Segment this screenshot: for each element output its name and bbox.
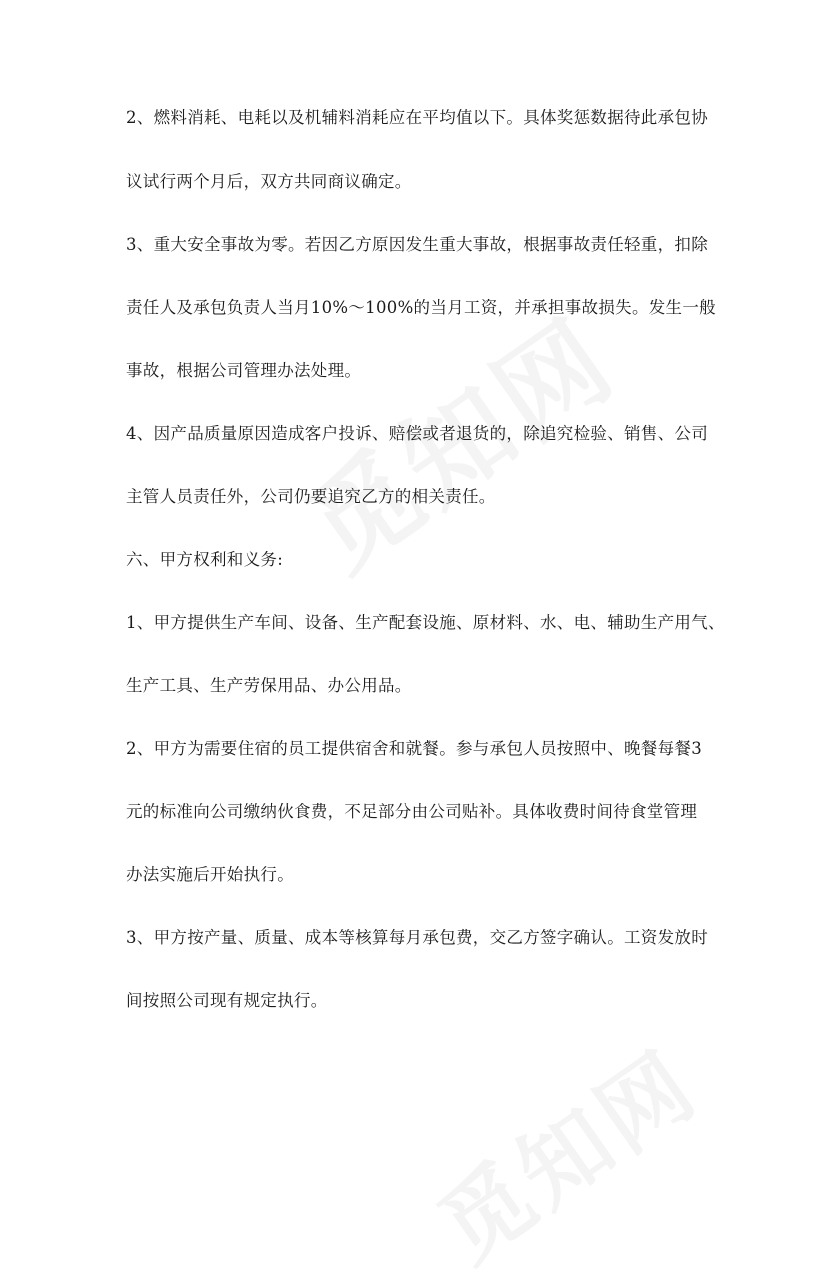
section-heading: 六、甲方权利和义务:	[126, 550, 284, 569]
paragraph-line: 责任人及承包负责人当月10%～100%的当月工资，并承担事故损失。发生一般	[126, 298, 716, 317]
paragraph-line: 3、重大安全事故为零。若因乙方原因发生重大事故，根据事故责任轻重，扣除	[126, 235, 708, 254]
paragraph-line: 间按照公司现有规定执行。	[126, 991, 328, 1010]
paragraph-line: 生产工具、生产劳保用品、办公用品。	[126, 676, 412, 695]
paragraph-line: 2、燃料消耗、电耗以及机辅料消耗应在平均值以下。具体奖惩数据待此承包协	[126, 108, 708, 127]
paragraph-line: 议试行两个月后，双方共同商议确定。	[126, 172, 412, 191]
watermark-text-lower	[409, 1014, 719, 1286]
paragraph-line: 元的标准向公司缴纳伙食费，不足部分由公司贴补。具体收费时间待食堂管理	[126, 802, 698, 821]
paragraph-line: 主管人员责任外，公司仍要追究乙方的相关责任。	[126, 487, 496, 506]
paragraph-line: 2、甲方为需要住宿的员工提供宿舍和就餐。参与承包人员按照中、晚餐每餐3	[126, 739, 702, 758]
paragraph-line: 4、因产品质量原因造成客户投诉、赔偿或者退货的，除追究检验、销售、公司	[126, 424, 708, 443]
paragraph-line: 办法实施后开始执行。	[126, 865, 294, 884]
paragraph-line: 3、甲方按产量、质量、成本等核算每月承包费，交乙方签字确认。工资发放时	[126, 928, 708, 947]
paragraph-line: 事故，根据公司管理办法处理。	[126, 361, 362, 380]
paragraph-line: 1、甲方提供生产车间、设备、生产配套设施、原材料、水、电、辅助生产用气、	[126, 613, 725, 632]
